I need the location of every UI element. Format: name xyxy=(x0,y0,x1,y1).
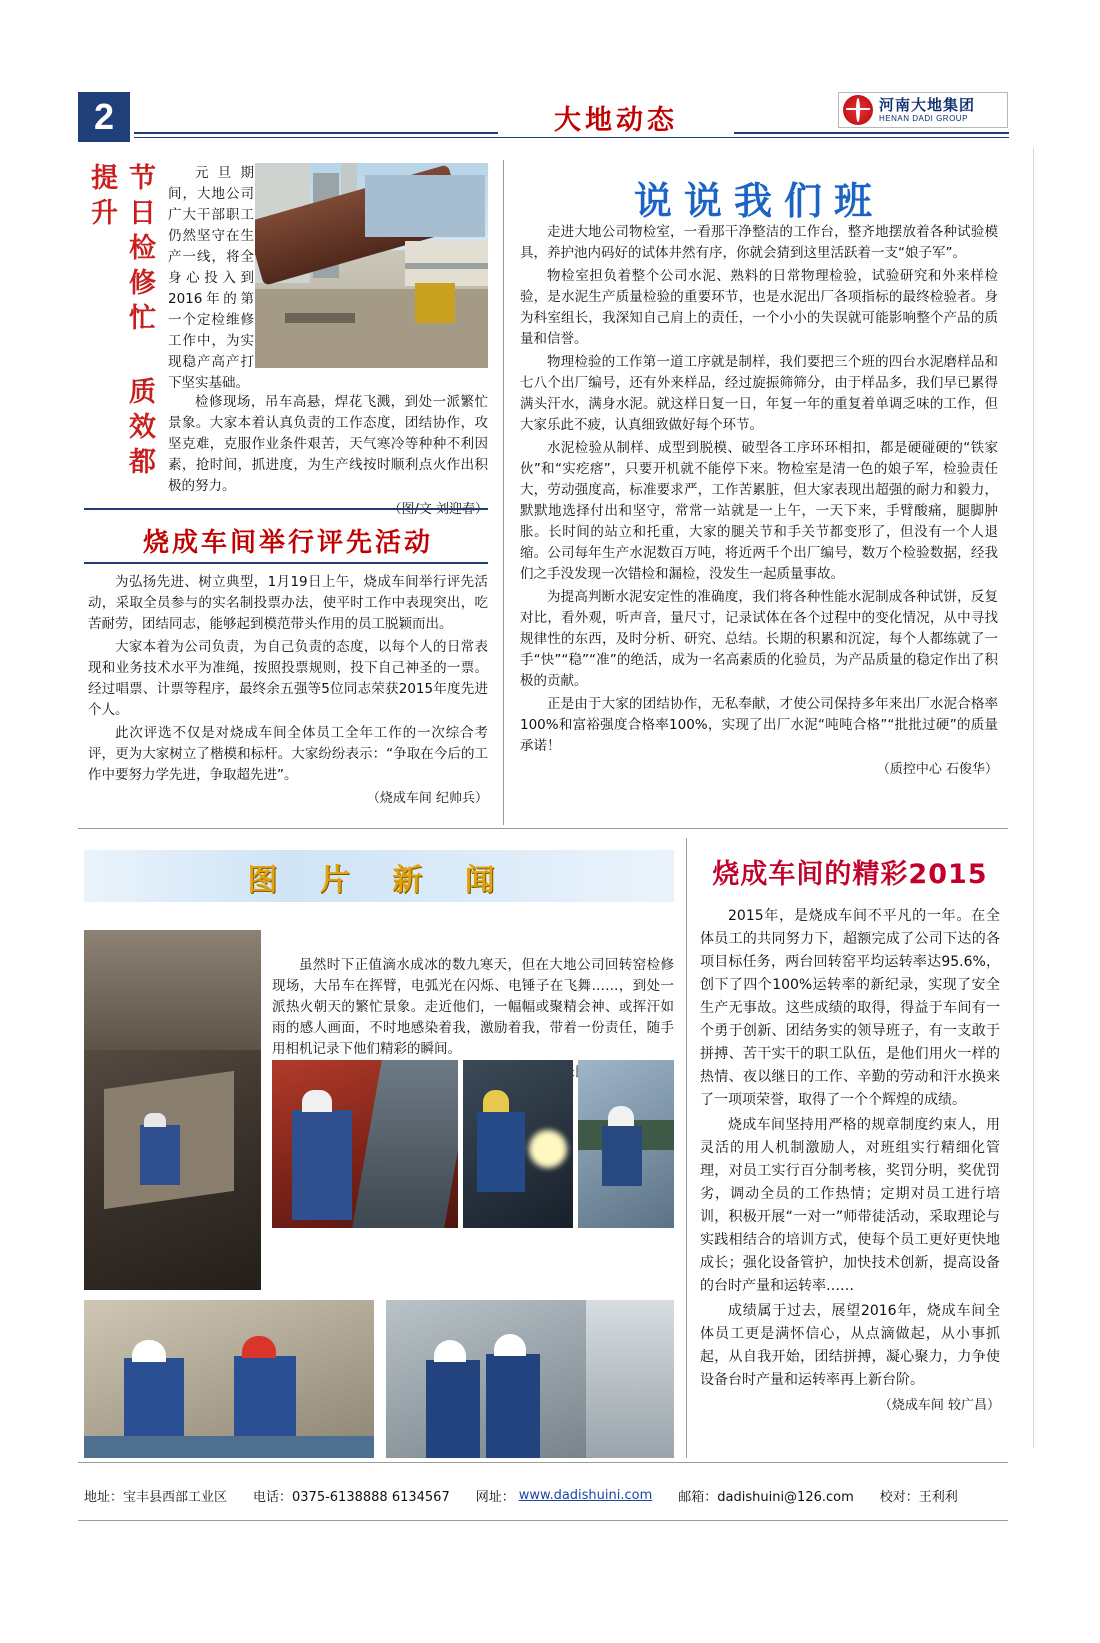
article1-bottom-rule xyxy=(84,508,488,510)
article4-title: 图 片 新 闻 xyxy=(247,863,511,898)
article3-paragraph-6: 正是由于大家的团结协作，无私奉献，才使公司保持多年来出厂水泥合格率100%和富裕强度合格率100%，实现了出厂水泥“吨吨合格”“批批过硬”的质量承诺！ xyxy=(520,696,998,754)
article4-photo-5 xyxy=(84,1300,374,1458)
page-number: 2 xyxy=(78,92,130,142)
article1-body xyxy=(168,392,488,520)
page-edge-guide xyxy=(1033,148,1034,1448)
article2-paragraph-1: 为弘扬先进、树立典型，1月19日上午，烧成车间举行评先活动，采取全员参与的实名制投票办法，使平时工作中表现突出，吃苦耐劳，团结同志，能够起到模范带头作用的员工脱颖而出。 xyxy=(88,574,488,632)
column-divider-1 xyxy=(503,160,504,825)
logo-name-en: HENAN DADI GROUP xyxy=(879,113,968,123)
section-divider xyxy=(78,828,1008,829)
masthead xyxy=(78,92,1008,150)
article3-paragraph-3: 物理检验的工作第一道工序就是制样，我们要把三个班的四台水泥磨样品和七八个出厂编号，还有外来样品，经过旋振筛筛分，由于样品多，我们早已累得满头汗水，满身水泥。就这样日复一日，年复一年的重复着单调乏味的工作，但大家乐此不疲，认真细致做好每个环节。 xyxy=(520,354,998,433)
masthead-rule-secondary xyxy=(134,137,1009,138)
article4-paragraph-1: 虽然时下正值滴水成冰的数九寒天，但在大地公司回转窑检修现场，大吊车在挥臂，电弧光在闪烁、电锤子在飞舞……，到处一派热火朝天的繁忙景象。走近他们，一幅幅或聚精会神、或挥汗如雨的感人画面，不时地感染着我，激励着我，带着一份责任，随手用相机记录下他们精彩的瞬间。 xyxy=(272,957,674,1057)
article5-paragraph-1: 2015年，是烧成车间不平凡的一年。在全体员工的共同努力下，超额完成了公司下达的各项目标任务，两台回转窑平均运转率达95.6%，创下了四个100%运转率的新纪录，实现了安全生产无事故。这些成绩的取得，得益于车间有一个勇于创新、团结务实的领导班子，有一支敢于拼搏、苦干实干的职工队伍，是他们用火一样的热情、夜以继日的工作、辛勤的劳动和汗水换来了一项项荣誉，取得了一个个辉煌的成绩。 xyxy=(700,908,1000,1108)
column-divider-2 xyxy=(686,838,687,1458)
article2-body xyxy=(88,572,488,809)
article3-paragraph-2: 物检室担负着整个公司水泥、熟料的日常物理检验，试验研究和外来样检验，是水泥生产质量检验的重要环节，也是水泥出厂各项指标的最终检验者。身为科室组长，我深知自己肩上的责任，一个小小的失误就可能影响整个产品的质量和信誉。 xyxy=(520,268,998,347)
article2-title: 烧成车间举行评先活动 xyxy=(142,528,433,558)
footer-divider-bottom xyxy=(78,1520,1008,1521)
article3-body xyxy=(520,222,998,780)
article1-paragraph-2: 检修现场，吊车高悬，焊花飞溅，到处一派繁忙景象。大家本着认真负责的工作态度，团结协作，攻坚克难，克服作业条件艰苦，天气寒冷等种种不利因素，抢时间，抓进度，为生产线按时顺利点火作出积极的努力。 xyxy=(168,394,488,494)
article4-photo-3 xyxy=(463,1060,573,1228)
article4-photo-4 xyxy=(578,1060,674,1228)
logo-name-cn: 河南大地集团 xyxy=(879,96,976,115)
article2-title-rule xyxy=(84,562,488,564)
footer-address: 地址：宝丰县西部工业区 xyxy=(84,1489,228,1505)
footer-web-label: 网址： xyxy=(475,1489,515,1505)
article5-byline: （烧成车间 较广昌） xyxy=(878,1398,1000,1413)
article2-byline: （烧成车间 纪帅兵） xyxy=(366,791,488,806)
footer-divider xyxy=(78,1462,1008,1463)
article1-photo xyxy=(255,163,488,368)
section-title: 大地动态 xyxy=(498,98,734,137)
article1-text-wrap-top xyxy=(168,163,254,396)
footer-phone: 电话：0375-6138888 6134567 xyxy=(253,1489,450,1505)
footer xyxy=(84,1484,1004,1506)
article3-byline: （质控中心 石俊华） xyxy=(876,762,998,777)
article3-title: 说说我们班 xyxy=(633,179,884,223)
footer-web-link[interactable]: www.dadishuini.com xyxy=(518,1487,653,1503)
article4-photo-6 xyxy=(386,1300,674,1458)
footer-proofreader: 校对：王利利 xyxy=(879,1489,958,1505)
article2-paragraph-3: 此次评选不仅是对烧成车间全体员工全年工作的一次综合考评，更为大家树立了楷模和标杆。大家纷纷表示：“争取在今后的工作中要努力学先进，争取超先进”。 xyxy=(88,725,488,783)
globe-icon xyxy=(843,95,873,125)
company-logo xyxy=(838,92,1008,128)
article4-photo-1 xyxy=(84,930,261,1290)
article1-paragraph-1: 元旦期间，大地公司广大干部职工仍然坚守在生产一线，将全身心投入到2016年的第一个定检维修工作中，为实现稳产高产打下坚实基础。 xyxy=(168,165,254,391)
article4-photo-2 xyxy=(272,1060,458,1228)
article5-body xyxy=(700,905,1000,1417)
article3-paragraph-5: 为提高判断水泥安定性的准确度，我们将各种性能水泥制成各种试饼，反复对比，看外观，听声音，量尺寸，记录试体在各个过程中的变化情况，从中寻找规律性的东西，及时分析、研究、总结。长期的积累和沉淀，每个人都练就了一手“快”“稳”“准”的绝活，成为一名高素质的化验员，为产品质量的稳定作出了积极的贡献。 xyxy=(520,589,998,689)
article5-paragraph-3: 成绩属于过去，展望2016年，烧成车间全体员工更是满怀信心，从点滴做起，从小事抓起，从自我开始，团结拼搏，凝心聚力，力争使设备台时产量和运转率再上新台阶。 xyxy=(700,1303,1000,1388)
article2-paragraph-2: 大家本着为公司负责，为自己负责的态度，以每个人的日常表现和业务技术水平为准绳，按照投票规则，投下自己神圣的一票。经过唱票、计票等程序，最终余五强等5位同志荣获2015年度先进个人。 xyxy=(88,639,488,718)
footer-mail: 邮箱：dadishuini@126.com xyxy=(678,1489,854,1505)
article3-paragraph-1: 走进大地公司物检室，一看那干净整洁的工作台，整齐地摆放着各种试验模具，养护池内码好的试体井然有序，你就会猜到这里活跃着一支“娘子军”。 xyxy=(520,224,998,261)
article5-paragraph-2: 烧成车间坚持用严格的规章制度约束人，用灵活的用人机制激励人，对班组实行精细化管理，对员工实行百分制考核，奖罚分明，奖优罚劣，调动全员的工作热情；定期对员工进行培训，积极开展“一对一”师带徒活动，采取理论与实践相结合的培训方式，使每个员工更好更快地成长；强化设备管护，加快技术创新，提高设备的台时产量和运转率…… xyxy=(700,1117,1000,1294)
article1-vertical-title: 节日检修忙 质效都提升 xyxy=(86,163,155,482)
article5-title: 烧成车间的精彩2015 xyxy=(712,859,988,890)
article3-paragraph-4: 水泥检验从制样、成型到脱模、破型各工序环环相扣，都是硬碰硬的“铁家伙”和“实疙瘩”，只要开机就不能停下来。物检室是清一色的娘子军，检验责任大，劳动强度高，标准要求严，工作苦累脏，但大家表现出超强的耐力和毅力，默默地选择付出和坚守，常常一站就是一上午，一天下来，手臂酸痛，腿脚肿胀。长时间的站立和托重，大家的腿关节和手关节都变形了，但没有一个人退缩。公司每年生产水泥数百万吨，将近两千个出厂编号，数万个检验数据，经我们之手没发现一次错检和漏检，没发生一起质量事故。 xyxy=(520,440,998,582)
